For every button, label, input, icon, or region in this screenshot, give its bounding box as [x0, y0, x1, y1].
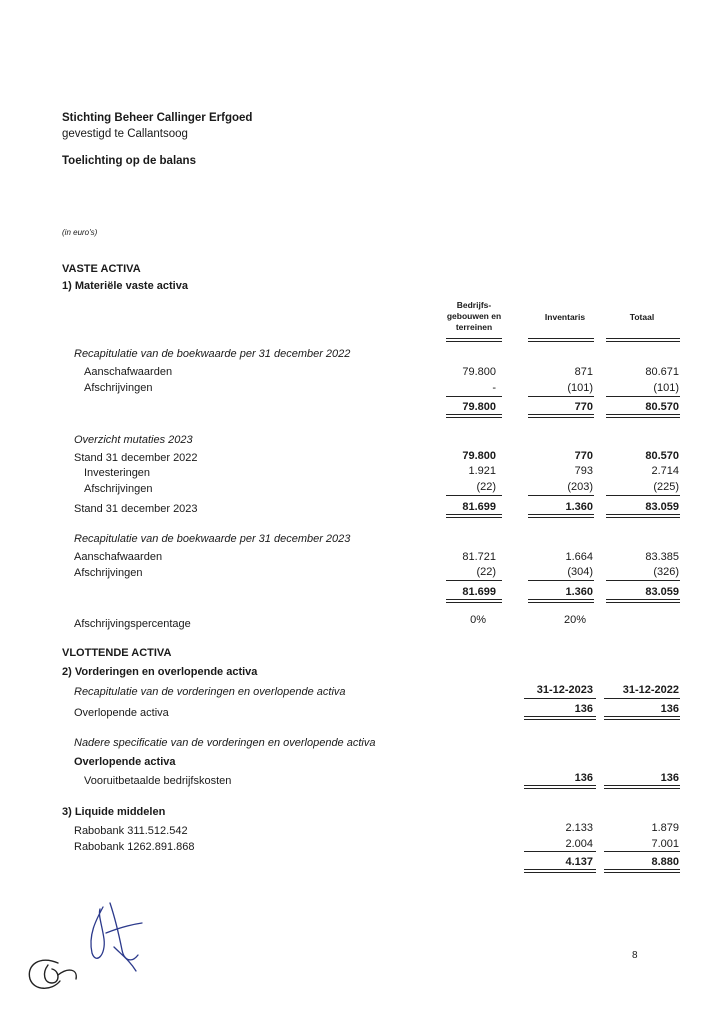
col-header-totaal: Totaal	[629, 312, 655, 322]
mutaties-title: Overzicht mutaties 2023	[74, 434, 193, 446]
liquide-middelen-heading: 3) Liquide middelen	[62, 806, 166, 818]
cell-value: (304)	[567, 566, 593, 578]
cell-value: 1.921	[468, 465, 496, 477]
total-value: 83.059	[645, 586, 679, 598]
row-label: Investeringen	[84, 467, 151, 479]
row-label: Rabobank 311.512.542	[74, 825, 188, 837]
spec-heading: Overlopende activa	[74, 756, 176, 768]
cell-value: 80.570	[645, 450, 679, 462]
total-value: 81.699	[462, 501, 496, 513]
doc-title: Toelichting op de balans	[62, 155, 196, 167]
total-value: 8.880	[651, 856, 679, 868]
total-value: 770	[574, 401, 593, 413]
total-value: 80.570	[645, 401, 679, 413]
vorderingen-recap-title: Recapitulatie van de vorderingen en overlopende activa	[74, 686, 346, 698]
cell-value: 2.714	[651, 465, 679, 477]
col-header-bedrijfsgebouwen: Bedrijfs- gebouwen en terreinen	[446, 300, 502, 332]
col-header-inventaris: Inventaris	[544, 312, 586, 322]
cell-value: 793	[574, 465, 593, 477]
row-label: Afschrijvingen	[84, 483, 153, 495]
cell-value: 83.385	[645, 551, 679, 563]
cell-value: (225)	[653, 481, 679, 493]
total-value: 83.059	[645, 501, 679, 513]
page-number: 8	[632, 950, 638, 961]
header-underline-2	[528, 338, 594, 342]
header-underline-3	[606, 338, 680, 342]
pct-value: 20%	[563, 614, 586, 626]
cell-value: 2.004	[565, 838, 593, 850]
row-label: Rabobank 1262.891.868	[74, 841, 195, 853]
pct-value: 0%	[470, 614, 486, 626]
recap-2022-title: Recapitulatie van de boekwaarde per 31 december 2022	[74, 348, 351, 360]
row-label: Aanschafwaarden	[74, 551, 163, 563]
vaste-activa-heading: VASTE ACTIVA	[62, 263, 141, 275]
total-value: 81.699	[462, 586, 496, 598]
cell-value: (326)	[653, 566, 679, 578]
cell-value: (22)	[476, 566, 496, 578]
cell-value: -	[492, 382, 496, 394]
cell-value: 79.800	[462, 366, 496, 378]
vorderingen-heading: 2) Vorderingen en overlopende activa	[62, 666, 258, 678]
row-label: Aanschafwaarden	[84, 366, 173, 378]
cell-value: 81.721	[462, 551, 496, 563]
spec-title: Nadere specificatie van de vorderingen en overlopende activa	[74, 737, 376, 749]
cell-value: 7.001	[651, 838, 679, 850]
total-value: 1.360	[565, 586, 593, 598]
signature-initials-icon	[18, 895, 158, 995]
unit-note: (in euro's)	[62, 228, 98, 237]
cell-value: 1.664	[565, 551, 593, 563]
col-header-2023: 31-12-2023	[536, 684, 593, 696]
total-value: 4.137	[565, 856, 593, 868]
org-location: gevestigd te Callantsoog	[62, 128, 188, 140]
total-value: 79.800	[462, 401, 496, 413]
cell-value: (101)	[653, 382, 679, 394]
cell-value: 770	[574, 450, 593, 462]
row-label: Overlopende activa	[74, 707, 169, 719]
recap-2023-title: Recapitulatie van de boekwaarde per 31 december 2023	[74, 533, 351, 545]
col-header-2022: 31-12-2022	[622, 684, 679, 696]
materiele-vaste-activa-heading: 1) Materiële vaste activa	[62, 280, 188, 292]
cell-value: 871	[574, 366, 593, 378]
row-label: Afschrijvingen	[84, 382, 153, 394]
header-underline-1	[446, 338, 502, 342]
cell-value: (101)	[567, 382, 593, 394]
pct-label: Afschrijvingspercentage	[74, 618, 191, 630]
cell-value: (22)	[476, 481, 496, 493]
org-name: Stichting Beheer Callinger Erfgoed	[62, 112, 253, 124]
cell-value: 1.879	[651, 822, 679, 834]
total-value: 1.360	[565, 501, 593, 513]
row-label: Stand 31 december 2022	[74, 452, 198, 464]
cell-value: 136	[574, 772, 593, 784]
cell-value: 136	[660, 703, 679, 715]
cell-value: 79.800	[462, 450, 496, 462]
cell-value: (203)	[567, 481, 593, 493]
row-label: Vooruitbetaalde bedrijfskosten	[84, 775, 232, 787]
cell-value: 80.671	[645, 366, 679, 378]
row-label: Afschrijvingen	[74, 567, 143, 579]
vlottende-activa-heading: VLOTTENDE ACTIVA	[62, 647, 172, 659]
cell-value: 136	[660, 772, 679, 784]
cell-value: 2.133	[565, 822, 593, 834]
cell-value: 136	[574, 703, 593, 715]
row-label: Stand 31 december 2023	[74, 503, 198, 515]
